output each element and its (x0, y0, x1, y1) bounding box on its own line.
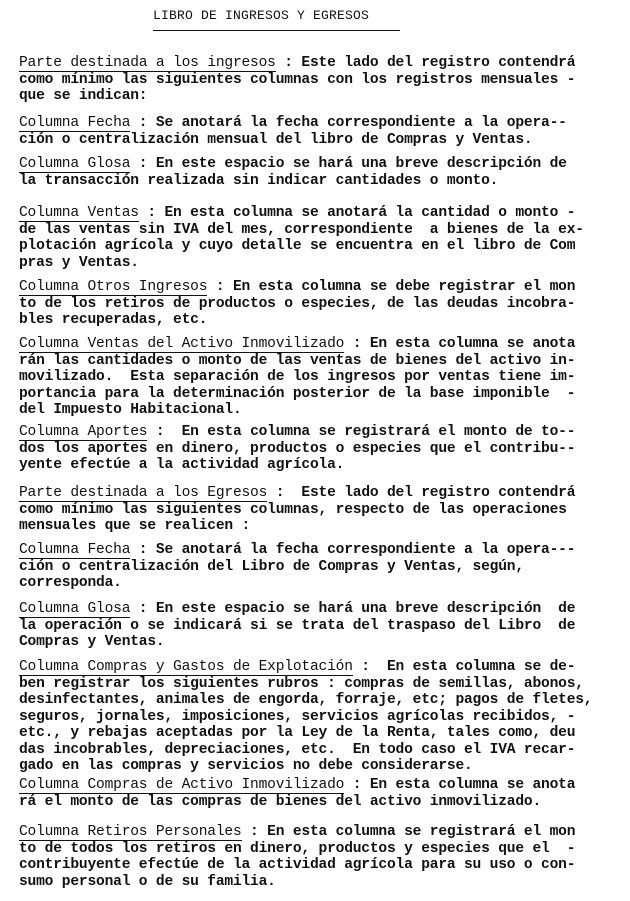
section-line: Compras y Ventas. (19, 634, 165, 650)
section-line: plotación agrícola y cuyo detalle se encuentra en el libro de Com (19, 238, 576, 254)
section-line: que se indican: (19, 88, 148, 104)
section-line: pras y Ventas. (19, 254, 139, 271)
section-line: dos los aportes en dinero, productos o especies que el contribu-- (19, 440, 576, 457)
section-heading: Parte destinada a los ingresos (19, 55, 276, 71)
section-text: : En esta columna se anotará la cantidad o monto - (138, 205, 576, 221)
section-heading: Columna Ventas del Activo Inmovilizado (19, 336, 345, 352)
section-line: das incobrables, depreciaciones, etc. En todo caso el IVA recar- (19, 741, 576, 758)
section-line: rá el monto de las compras de bienes del activo inmovilizado. (19, 793, 542, 810)
section-text: : Se anotará la fecha correspondiente a la opera--- (130, 542, 576, 558)
section-line: gado en las compras y servicios no debe considerarse. (19, 758, 473, 774)
section-columna-retiros-personales (19, 824, 629, 890)
document-title: LIBRO DE INGRESOS Y EGRESOS (153, 8, 370, 23)
section-text: : En esta columna se anota (344, 336, 576, 352)
section-heading: Columna Retiros Personales (19, 824, 242, 840)
section-line: corresponda. (19, 575, 122, 591)
section-line: la operación o se indicará si se trata del traspaso del Libro de (19, 617, 576, 634)
section-egresos (19, 485, 629, 535)
section-first-line (19, 542, 629, 559)
section-text: : En esta columna se debe registrar el mon (207, 279, 576, 295)
section-first-line (19, 115, 629, 132)
section-line: yente efectúe a la actividad agrícola. (19, 457, 345, 473)
section-text: : En esta columna se registrará el monto de to-- (147, 424, 576, 440)
section-line: to de todos los retiros en dinero, productos y especies que el - (19, 840, 576, 857)
section-columna-compras-gastos (19, 659, 629, 775)
section-line: rán las cantidades o monto de las ventas de bienes del activo in- (19, 352, 576, 369)
section-line: movilizado. Esta separación de los ingresos por ventas tiene im- (19, 369, 576, 385)
section-ingresos (19, 55, 629, 105)
section-first-line (19, 156, 629, 173)
section-line: como mínimo las siguientes columnas con los registros mensuales - (19, 71, 576, 88)
section-line: portancia para la determinación posterior de la base imponible - (19, 385, 576, 402)
section-columna-otros-ingresos (19, 279, 629, 329)
section-line: ción o centralización mensual del libro de Compras y Ventas. (19, 131, 533, 148)
section-columna-fecha-ingresos (19, 115, 629, 148)
section-first-line (19, 777, 629, 794)
section-first-line (19, 424, 629, 441)
section-text: : Este lado del registro contendrá (275, 55, 576, 71)
section-heading: Columna Fecha (19, 542, 131, 558)
section-heading: Columna Glosa (19, 601, 131, 617)
section-text: : En este espacio se hará una breve descripción de (130, 601, 576, 617)
section-columna-ventas (19, 205, 629, 271)
section-first-line (19, 279, 629, 296)
section-heading: Columna Ventas (19, 205, 139, 221)
section-line: sumo personal o de su familia. (19, 873, 276, 890)
section-line: to de los retiros de productos o especies, de las deudas incobra- (19, 295, 576, 312)
section-heading: Columna Aportes (19, 424, 148, 440)
section-first-line (19, 659, 629, 676)
section-columna-glosa-egresos (19, 601, 629, 651)
section-heading: Columna Compras y Gastos de Explotación (19, 659, 353, 675)
section-first-line (19, 485, 629, 502)
section-columna-ventas-activo (19, 336, 629, 419)
section-columna-fecha-egresos (19, 542, 629, 592)
section-line: de las ventas sin IVA del mes, correspondiente a bienes de la ex- (19, 221, 584, 238)
section-line: la transacción realizada sin indicar cantidades o monto. (19, 172, 499, 189)
section-first-line (19, 55, 629, 72)
section-line: desinfectantes, animales de engorda, forraje, etc; pagos de fletes, (19, 692, 593, 708)
title-underline (153, 30, 400, 31)
section-line: etc., y rebajas aceptadas por la Ley de la Renta, tales como, deu (19, 725, 576, 741)
section-heading: Parte destinada a los Egresos (19, 485, 268, 501)
section-text: : En este espacio se hará una breve descripción de (130, 156, 567, 172)
section-text: : En esta columna se de- (352, 659, 576, 675)
section-line: contribuyente efectúe de la actividad agrícola para su uso o con- (19, 857, 576, 873)
section-text: : En esta columna se registrará el mon (241, 824, 576, 840)
section-text: : Se anotará la fecha correspondiente a la opera-- (130, 115, 567, 131)
section-first-line (19, 205, 629, 222)
section-heading: Columna Glosa (19, 156, 131, 172)
section-line: ción o centralización del Libro de Compras y Ventas, según, (19, 558, 524, 575)
section-heading: Columna Fecha (19, 115, 131, 131)
section-line: ben registrar los siguientes rubros : compras de semillas, abonos, (19, 675, 584, 692)
section-heading: Columna Compras de Activo Inmovilizado (19, 777, 345, 793)
section-first-line (19, 601, 629, 618)
section-line: seguros, jornales, imposiciones, servicios agrícolas recibidos, - (19, 708, 576, 725)
section-first-line (19, 336, 629, 353)
section-text: : Este lado del registro contendrá (267, 485, 576, 501)
section-columna-aportes (19, 424, 629, 474)
section-first-line (19, 824, 629, 841)
section-columna-glosa-ingresos (19, 156, 629, 189)
section-heading: Columna Otros Ingresos (19, 279, 208, 295)
section-line: como mínimo las siguientes columnas, respecto de las operaciones (19, 501, 567, 518)
section-text: : En esta columna se anota (344, 777, 576, 793)
section-columna-compras-activo (19, 777, 629, 810)
section-line: del Impuesto Habitacional. (19, 402, 242, 418)
section-line: mensuales que se realicen : (19, 518, 251, 534)
section-line: bles recuperadas, etc. (19, 312, 208, 328)
